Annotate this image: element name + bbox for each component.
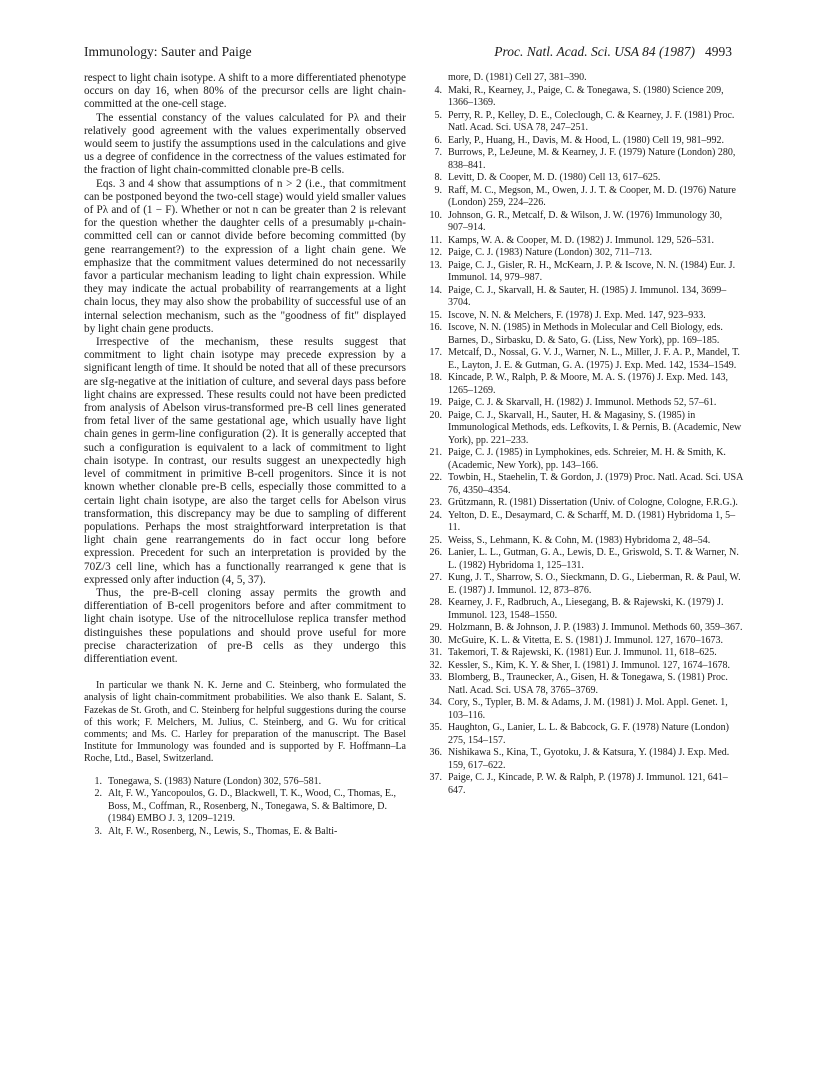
reference-number: 25. xyxy=(429,534,442,546)
reference-number: 23. xyxy=(429,497,442,508)
reference-number: 12. xyxy=(429,247,442,258)
reference-item xyxy=(424,410,744,448)
reference-text: Kessler, S., Kim, K. Y. & Sher, I. (1981) J. Immunol. 127, 1674–1678. xyxy=(448,659,730,671)
reference-text: Tonegawa, S. (1983) Nature (London) 302, 576–581. xyxy=(108,775,322,787)
reference-text: Lanier, L. L., Gutman, G. A., Lewis, D. E., Griswold, S. T. & Warner, N. L. (1982) Hybridoma 1, 125–131. xyxy=(448,547,739,571)
reference-item xyxy=(424,647,744,660)
reference-text: Metcalf, D., Nossal, G. V. J., Warner, N. L., Miller, J. F. A. P., Mandel, T. E., Layton, J. E. & Gutman, G. A. (1975) J. Exp. Med. 142, 1534–1549. xyxy=(448,347,740,371)
reference-item xyxy=(424,472,744,497)
reference-number: 36. xyxy=(429,747,442,758)
reference-number: 34. xyxy=(429,697,442,708)
reference-item xyxy=(84,788,406,826)
reference-item xyxy=(424,397,744,410)
reference-item xyxy=(424,447,744,472)
reference-item xyxy=(424,172,744,185)
reference-item xyxy=(424,210,744,235)
reference-number: 13. xyxy=(429,259,442,271)
header-journal xyxy=(494,44,732,60)
reference-number: 6. xyxy=(434,134,442,146)
reference-number: 30. xyxy=(429,634,442,646)
reference-item xyxy=(424,772,744,797)
reference-item xyxy=(424,597,744,622)
reference-list-right xyxy=(424,72,744,797)
reference-text: Kearney, J. F., Radbruch, A., Liesegang, B. & Rajewski, K. (1979) J. Immunol. 123, 1548–1550. xyxy=(448,597,724,621)
reference-item xyxy=(84,826,406,839)
reference-text: Grützmann, R. (1981) Dissertation (Univ. of Cologne, Cologne, F.R.G.). xyxy=(448,497,738,508)
reference-item xyxy=(424,660,744,673)
reference-item xyxy=(424,747,744,772)
reference-text: Perry, R. P., Kelley, D. E., Coleclough, C. & Kearney, J. F. (1981) Proc. Natl. Acad. Sci. USA 78, 247–251. xyxy=(448,109,735,133)
body-text xyxy=(84,72,406,666)
reference-number: 33. xyxy=(429,672,442,683)
reference-number: 37. xyxy=(429,772,442,783)
reference-item xyxy=(424,110,744,135)
reference-item xyxy=(424,722,744,747)
reference-list-left xyxy=(84,776,406,839)
reference-text: Weiss, S., Lehmann, K. & Cohn, M. (1983) Hybridoma 2, 48–54. xyxy=(448,534,711,546)
reference-text: Blomberg, B., Traunecker, A., Gisen, H. & Tonegawa, S. (1981) Proc. Natl. Acad. Sci. USA 78, 3765–3769. xyxy=(448,672,728,696)
reference-number: 2. xyxy=(94,788,102,800)
reference-number: 29. xyxy=(429,622,442,633)
reference-text: Nishikawa S., Kina, T., Gyotoku, J. & Katsura, Y. (1984) J. Exp. Med. 159, 617–622. xyxy=(448,747,730,771)
reference-text: Cory, S., Typler, B. M. & Adams, J. M. (1981) J. Mol. Appl. Genet. 1, 103–116. xyxy=(448,697,728,721)
reference-item xyxy=(424,235,744,248)
reference-number: 28. xyxy=(429,597,442,608)
reference-text: Takemori, T. & Rajewski, K. (1981) Eur. J. Immunol. 11, 618–625. xyxy=(448,647,717,658)
reference-text: Alt, F. W., Yancopoulos, G. D., Blackwell, T. K., Wood, C., Thomas, E., Boss, M., Coffman, R., Rosenberg, N., Tonegawa, S. & Baltimore, D. (1984) EMBO J. 3, 1209–1219. xyxy=(108,788,396,825)
reference-item xyxy=(424,697,744,722)
reference-text: Kincade, P. W., Ralph, P. & Moore, M. A. S. (1976) J. Exp. Med. 143, 1265–1269. xyxy=(448,372,728,396)
reference-number: 14. xyxy=(429,284,442,296)
reference-number: 10. xyxy=(429,209,442,221)
paragraph: respect to light chain isotype. A shift to a more differentiated phenotype occurs on day 16, when 80% of the precursor cells are light chain-committed at the one-cell stage. xyxy=(84,72,406,111)
reference-number: 18. xyxy=(429,372,442,383)
reference-text: Yelton, D. E., Desaymard, C. & Scharff, M. D. (1981) Hybridoma 1, 5–11. xyxy=(448,509,736,533)
reference-item xyxy=(424,572,744,597)
reference-item xyxy=(424,85,744,110)
reference-number: 4. xyxy=(434,84,442,96)
left-column xyxy=(84,72,406,838)
reference-item xyxy=(424,322,744,347)
reference-item xyxy=(424,672,744,697)
reference-text: Paige, C. J. & Skarvall, H. (1982) J. Immunol. Methods 52, 57–61. xyxy=(448,397,717,408)
reference-text: Kung, J. T., Sharrow, S. O., Sieckmann, D. G., Lieberman, R. & Paul, W. E. (1987) J. Immunol. 12, 873–876. xyxy=(448,572,741,596)
reference-number: 32. xyxy=(429,659,442,671)
reference-text: Paige, C. J., Kincade, P. W. & Ralph, P. (1978) J. Immunol. 121, 641–647. xyxy=(448,772,728,796)
reference-item xyxy=(424,497,744,510)
reference-number: 24. xyxy=(429,509,442,521)
reference-text: Paige, C. J., Gisler, R. H., McKearn, J. P. & Iscove, N. N. (1984) Eur. J. Immunol. 14, 979–987. xyxy=(448,259,736,283)
header-section-title: Immunology: Sauter and Paige xyxy=(84,44,252,59)
reference-item xyxy=(424,547,744,572)
reference-number: 11. xyxy=(429,234,442,246)
running-header xyxy=(84,44,732,66)
paragraph: Irrespective of the mechanism, these results suggest that commitment to light chain isotype may precede expression by a significant length of time. It should be noted that all of these precursors are sIg-negative at the initiation of culture, and several days pass before light chains are expressed. These results could not have been predicted from analysis of Abelson virus-transformed pre-B cell lines generated from fetal liver of the same gestational age, which usually have light chain genes in germ-line configuration (2). It is generally accepted that such a configuration is equivalent to a lack of commitment to light chain isotype. In contrast, our results suggest an unexpectedly high level of commitment in primitive B-cell progenitors. Since it is not known whether clonable pre-B cells, especially those committed to a certain light chain isotype, are also the target cells for Abelson virus transformation, this discrepancy may be due to sampling of different populations. Perhaps the most straightforward interpretation is that light chain gene rearrangements do in fact occur long before expression. Precedent for such an interpretation is provided by the 70Z/3 cell line, which has a functionally rearranged κ gene that is expressed only after induction (4, 5, 37). xyxy=(84,336,406,586)
reference-text: Early, P., Huang, H., Davis, M. & Hood, L. (1980) Cell 19, 981–992. xyxy=(448,134,724,146)
paragraph: Thus, the pre-B-cell cloning assay permits the growth and differentiation of B-cell progenitors before and after commitment to light chain isotype. Use of the nitrocellulose replica transfer method distinguishes these populations and should prove useful for more precise characterization of pre-B cells as they undergo this differentiation event. xyxy=(84,586,406,665)
reference-item xyxy=(424,635,744,648)
reference-text: Paige, C. J. (1983) Nature (London) 302, 711–713. xyxy=(448,247,653,258)
reference-text: Burrows, P., LeJeune, M. & Kearney, J. F. (1979) Nature (London) 280, 838–841. xyxy=(448,147,736,171)
reference-text: McGuire, K. L. & Vitetta, E. S. (1981) J. Immunol. 127, 1670–1673. xyxy=(448,634,724,646)
reference-item xyxy=(424,147,744,172)
reference-number: 9. xyxy=(434,184,442,196)
reference-item xyxy=(424,285,744,310)
reference-item xyxy=(424,185,744,210)
reference-text: Levitt, D. & Cooper, M. D. (1980) Cell 13, 617–625. xyxy=(448,172,661,183)
reference-number: 8. xyxy=(434,172,442,183)
reference-item xyxy=(424,622,744,635)
reference-text: Maki, R., Kearney, J., Paige, C. & Tonegawa, S. (1980) Science 209, 1366–1369. xyxy=(448,84,724,108)
reference-number: 22. xyxy=(429,472,442,483)
reference-number: 20. xyxy=(429,409,442,421)
reference-number: 16. xyxy=(429,322,442,333)
reference-text: Raff, M. C., Megson, M., Owen, J. J. T. & Cooper, M. D. (1976) Nature (London) 259, 224–226. xyxy=(448,184,736,208)
reference-number: 17. xyxy=(429,347,442,358)
reference-number: 5. xyxy=(434,109,442,121)
reference-number: 35. xyxy=(429,722,442,733)
reference-text: Holzmann, B. & Johnson, J. P. (1983) J. Immunol. Methods 60, 359–367. xyxy=(448,622,743,633)
page-number: 4993 xyxy=(705,44,732,59)
reference-number: 21. xyxy=(429,447,442,458)
reference-number: 26. xyxy=(429,547,442,558)
reference-text: more, D. (1981) Cell 27, 381–390. xyxy=(448,72,587,83)
reference-number: 1. xyxy=(94,775,102,787)
reference-text: Alt, F. W., Rosenberg, N., Lewis, S., Thomas, E. & Balti- xyxy=(108,825,338,837)
reference-number: 7. xyxy=(434,147,442,158)
reference-number: 31. xyxy=(429,647,442,658)
reference-item xyxy=(424,510,744,535)
reference-number: 27. xyxy=(429,572,442,583)
reference-text: Kamps, W. A. & Cooper, M. D. (1982) J. Immunol. 129, 526–531. xyxy=(448,234,714,246)
paragraph: The essential constancy of the values calculated for Pλ and their relatively good agreement with the values experimentally observed would seem to justify the assumptions used in the calculations and give us a degree of confidence in the correctness of the values estimated for the fraction of light chain-committed clonable pre-B cells. xyxy=(84,111,406,177)
paragraph: Eqs. 3 and 4 show that assumptions of n > 2 (i.e., that commitment can be postponed beyond the two-cell stage) would yield smaller values of Pλ and of (1 − F). Whether or not n can be greater than 2 is relevant for the question whether the daughter cells of a presumably μ-chain-committed cell can or cannot divide before becoming committed (by gene rearrangement?) to the expression of a light chain gene. We emphasize that the commitment values determined do not necessarily favor a particular mechanism leading to light chain expression. While they may indicate the actual probability of rearrangements at a light chain locus, they may also show the probability of successful use of an internal selection mechanism, such as the "goodness of fit" displayed by light chain gene products. xyxy=(84,177,406,335)
reference-item xyxy=(424,372,744,397)
acknowledgment: In particular we thank N. K. Jerne and C. Steinberg, who formulated the analysis of light chain-commitment probabilities. We also thank E. Salant, S. Fazekas de St. Groth, and C. Steinberg for helpful suggestions during the course of this work; F. Melchers, M. Julius, C. Steinberg, and G. Wu for critical comments; and Ms. C. Harley for preparation of the manuscript. The Basel Institute for Immunology was founded and is supported by F. Hoffmann–La Roche, Ltd., Basel, Switzerland. xyxy=(84,680,406,765)
reference-number: 15. xyxy=(429,309,442,321)
reference-text: Iscove, N. N. & Melchers, F. (1978) J. Exp. Med. 147, 923–933. xyxy=(448,309,706,321)
reference-text: Haughton, G., Lanier, L. L. & Babcock, G. F. (1978) Nature (London) 275, 154–157. xyxy=(448,722,729,746)
reference-text: Paige, C. J., Skarvall, H., Sauter, H. & Magasiny, S. (1985) in Immunological Methods, eds. Lefkovits, I. & Pernis, B. (Academic, New York), pp. 221–233. xyxy=(448,409,742,446)
reference-text: Paige, C. J. (1985) in Lymphokines, eds. Schreier, M. H. & Smith, K. (Academic, New York), pp. 143–166. xyxy=(448,447,726,471)
reference-text: Towbin, H., Staehelin, T. & Gordon, J. (1979) Proc. Natl. Acad. Sci. USA 76, 4350–4354. xyxy=(448,472,743,496)
reference-item xyxy=(424,347,744,372)
reference-text: Johnson, G. R., Metcalf, D. & Wilson, J. W. (1976) Immunology 30, 907–914. xyxy=(448,209,723,233)
reference-text: Paige, C. J., Skarvall, H. & Sauter, H. (1985) J. Immunol. 134, 3699–3704. xyxy=(448,284,727,308)
right-column xyxy=(424,72,744,797)
reference-text: Iscove, N. N. (1985) in Methods in Molecular and Cell Biology, eds. Barnes, D., Sirbasku, D. & Sato, G. (Liss, New York), pp. 169–185. xyxy=(448,322,723,346)
reference-item xyxy=(424,247,744,260)
header-journal-name: Proc. Natl. Acad. Sci. USA 84 (1987) xyxy=(494,44,695,59)
reference-item xyxy=(424,310,744,323)
reference-item xyxy=(84,776,406,789)
reference-number: 19. xyxy=(429,397,442,408)
reference-item xyxy=(424,260,744,285)
reference-number: 3. xyxy=(94,825,102,837)
reference-item xyxy=(424,135,744,148)
reference-item xyxy=(424,535,744,548)
reference-item xyxy=(424,72,744,85)
